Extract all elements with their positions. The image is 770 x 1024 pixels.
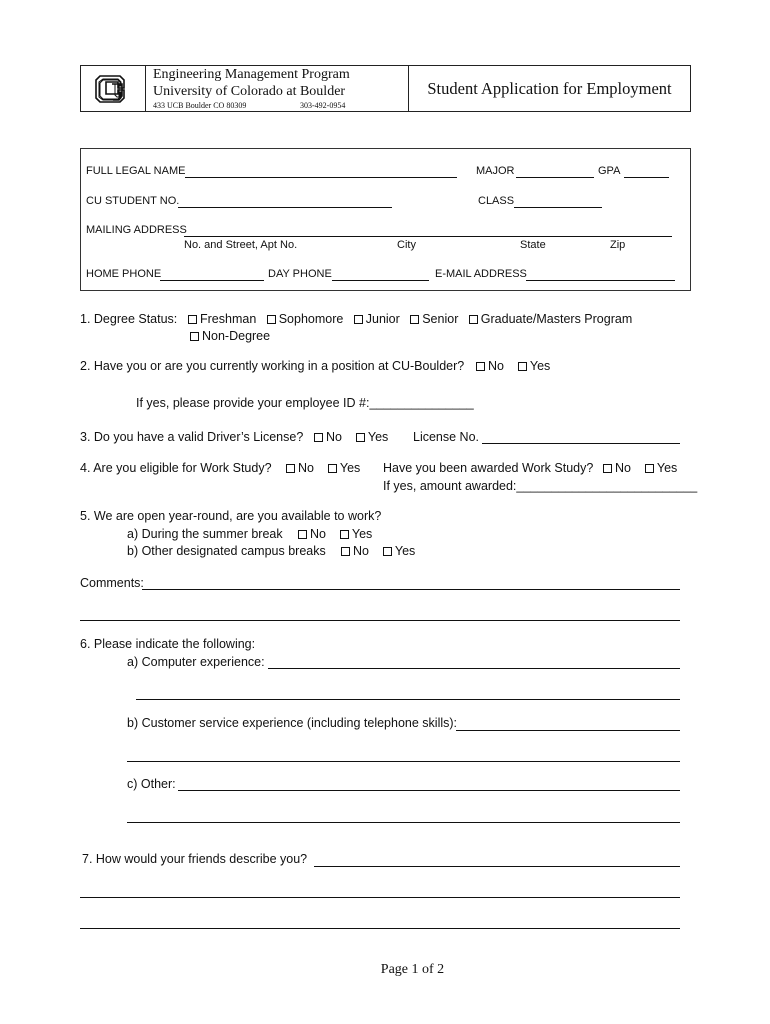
comments-field-2[interactable]	[80, 620, 680, 621]
q4-awarded-options	[603, 461, 677, 475]
q4-label: 4. Are you eligible for Work Study?	[80, 461, 272, 475]
graduate-checkbox[interactable]	[469, 315, 478, 324]
page-number: Page 1 of 2	[380, 962, 445, 977]
gpa-field[interactable]	[624, 177, 669, 178]
non-degree-row	[190, 329, 270, 343]
email-field[interactable]	[526, 280, 675, 281]
freshman-label: Freshman	[200, 312, 257, 326]
graduate-label: Graduate/Masters Program	[480, 312, 633, 326]
customer-service-field-1[interactable]	[456, 730, 680, 731]
freshman-checkbox[interactable]	[188, 315, 197, 324]
q2-yes-label: Yes	[529, 359, 551, 373]
amount-awarded-prompt[interactable]: If yes, amount awarded:__________________________	[383, 479, 698, 493]
q5-breaks-label: b) Other designated campus breaks	[127, 544, 326, 558]
q3-no-checkbox[interactable]	[314, 433, 323, 442]
major-label: MAJOR	[476, 165, 515, 177]
awarded-no-label: No	[615, 461, 631, 475]
work-study-awarded-label: Have you been awarded Work Study?	[383, 461, 594, 475]
computer-experience-label: a) Computer experience:	[127, 655, 265, 669]
day-phone-field[interactable]	[332, 280, 429, 281]
junior-label: Junior	[365, 312, 400, 326]
mailing-address-field[interactable]	[184, 236, 672, 237]
university-phone: 303-492-0954	[300, 101, 346, 110]
zip-caption: Zip	[610, 239, 626, 251]
q3-yes-label: Yes	[367, 430, 389, 444]
major-field[interactable]	[516, 177, 594, 178]
q4-yes-label: Yes	[339, 461, 361, 475]
q4-options	[286, 461, 360, 475]
awarded-yes-checkbox[interactable]	[645, 464, 654, 473]
gpa-label: GPA	[598, 165, 621, 177]
computer-experience-field-1[interactable]	[268, 668, 680, 669]
q6-label: 6. Please indicate the following:	[80, 637, 256, 651]
q3-label: 3. Do you have a valid Driver’s License?	[80, 430, 304, 444]
q7-field-3[interactable]	[80, 928, 680, 929]
junior-checkbox[interactable]	[354, 315, 363, 324]
q7-field-1[interactable]	[314, 866, 680, 867]
breaks-no-checkbox[interactable]	[341, 547, 350, 556]
q2-no-label: No	[488, 359, 504, 373]
university-address: 433 UCB Boulder CO 80309	[153, 101, 247, 110]
student-no-field[interactable]	[178, 207, 392, 208]
non-degree-label: Non-Degree	[202, 329, 271, 343]
day-phone-label: DAY PHONE	[268, 268, 332, 280]
comments-field-1[interactable]	[142, 589, 680, 590]
non-degree-checkbox[interactable]	[190, 332, 199, 341]
q2-label: 2. Have you or are you currently working in a position at CU-Boulder?	[80, 359, 465, 373]
breaks-no-label: No	[353, 544, 369, 558]
customer-service-field-2[interactable]	[127, 761, 680, 762]
q5-summer-label: a) During the summer break	[127, 527, 283, 541]
q5-label: 5. We are open year-round, are you available to work?	[80, 509, 382, 523]
computer-experience-field-2[interactable]	[136, 699, 680, 700]
breaks-yes-checkbox[interactable]	[383, 547, 392, 556]
q3-options	[314, 430, 388, 444]
city-caption: City	[397, 239, 416, 251]
awarded-yes-label: Yes	[656, 461, 678, 475]
summer-yes-label: Yes	[351, 527, 373, 541]
full-legal-name-label: FULL LEGAL NAME	[86, 165, 186, 177]
customer-service-label: b) Customer service experience (including telephone skills):	[127, 716, 458, 730]
awarded-no-checkbox[interactable]	[603, 464, 612, 473]
q1-label: 1. Degree Status:	[80, 312, 178, 326]
q7-field-2[interactable]	[80, 897, 680, 898]
logo-cell	[80, 65, 146, 112]
program-name: Engineering Management Program	[153, 67, 350, 82]
sophomore-checkbox[interactable]	[267, 315, 276, 324]
q3-no-label: No	[326, 430, 342, 444]
other-label: c) Other:	[127, 777, 176, 791]
street-caption: No. and Street, Apt No.	[184, 239, 298, 251]
mailing-address-label: MAILING ADDRESS	[86, 224, 187, 236]
q2-no-checkbox[interactable]	[476, 362, 485, 371]
license-label: License No.	[413, 430, 480, 444]
q4-yes-checkbox[interactable]	[328, 464, 337, 473]
university-name: University of Colorado at Boulder	[153, 84, 346, 99]
email-label: E-MAIL ADDRESS	[435, 268, 527, 280]
q3-yes-checkbox[interactable]	[356, 433, 365, 442]
page-title: Student Application for Employment	[427, 79, 672, 98]
breaks-yes-label: Yes	[394, 544, 416, 558]
other-field-1[interactable]	[178, 790, 680, 791]
home-phone-field[interactable]	[160, 280, 264, 281]
employee-id-prompt[interactable]: If yes, please provide your employee ID #:_______________	[136, 396, 474, 410]
q4-no-label: No	[298, 461, 314, 475]
student-no-label: CU STUDENT NO.	[86, 195, 180, 207]
senior-checkbox[interactable]	[410, 315, 419, 324]
q5-summer-options	[298, 527, 372, 541]
full-legal-name-field[interactable]	[185, 177, 457, 178]
license-field[interactable]	[482, 443, 680, 444]
other-field-2[interactable]	[127, 822, 680, 823]
summer-no-label: No	[310, 527, 326, 541]
class-label: CLASS	[478, 195, 515, 207]
home-phone-label: HOME PHONE	[86, 268, 162, 280]
comments-label: Comments:	[80, 576, 144, 590]
q5-breaks-options	[341, 544, 415, 558]
senior-label: Senior	[422, 312, 459, 326]
q2-options	[476, 359, 550, 373]
q4-no-checkbox[interactable]	[286, 464, 295, 473]
summer-yes-checkbox[interactable]	[340, 530, 349, 539]
summer-no-checkbox[interactable]	[298, 530, 307, 539]
q2-yes-checkbox[interactable]	[518, 362, 527, 371]
q7-label: 7. How would your friends describe you?	[82, 852, 308, 866]
cu-logo-icon	[92, 70, 132, 106]
state-caption: State	[520, 239, 546, 251]
sophomore-label: Sophomore	[278, 312, 344, 326]
class-field[interactable]	[514, 207, 602, 208]
q1-options-row	[188, 312, 632, 326]
